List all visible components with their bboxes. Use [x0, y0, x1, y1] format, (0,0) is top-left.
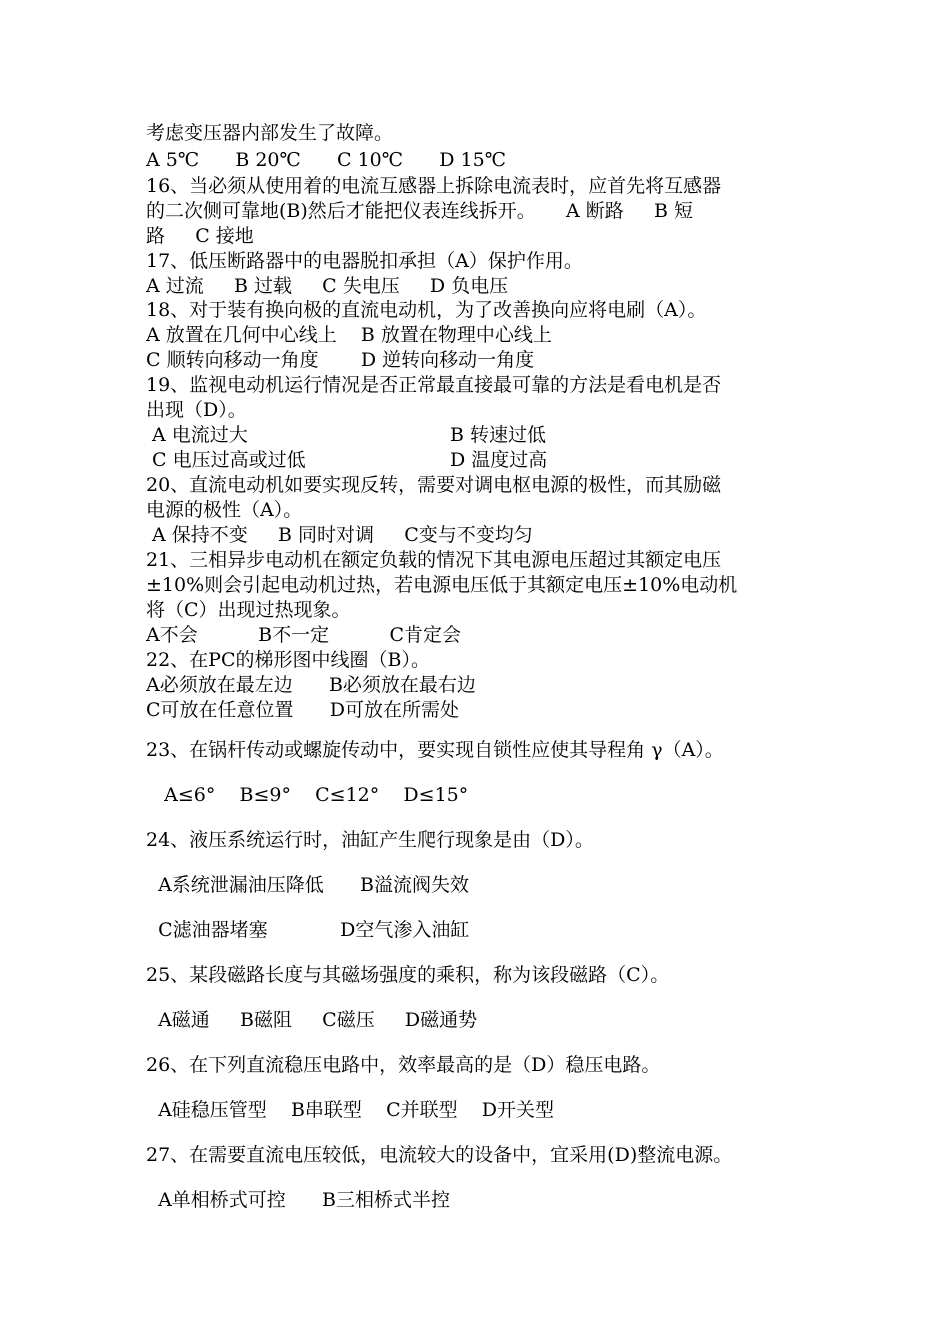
question-19: 19、监视电动机运行情况是否正常最直接最可靠的方法是看电机是否: [146, 374, 722, 396]
question-18: 18、对于装有换向极的直流电动机，为了改善换向应将电刷（A）。: [146, 299, 707, 321]
text-line: A 过流 B 过载 C 失电压 D 负电压: [146, 275, 509, 297]
text-line: 出现（D）。: [146, 399, 247, 421]
text-line: A不会 B不一定 C肯定会: [146, 624, 462, 646]
question-27: 27、在需要直流电压较低，电流较大的设备中，宜采用(D)整流电源。: [146, 1144, 733, 1166]
text-line: 的二次侧可靠地(B)然后才能把仪表连线拆开。 A 断路 B 短: [146, 200, 693, 222]
text-line: C滤油器堵塞 D空气渗入油缸: [146, 919, 470, 941]
text-line: C 电压过高或过低: [146, 449, 306, 471]
option-d: D 温度过高: [450, 449, 548, 471]
text-line: 将（C）出现过热现象。: [146, 599, 351, 621]
question-25: 25、某段磁路长度与其磁场强度的乘积，称为该段磁路（C）。: [146, 964, 670, 986]
text-line: A硅稳压管型 B串联型 C并联型 D开关型: [146, 1099, 555, 1121]
question-17: 17、低压断路器中的电器脱扣承担（A）保护作用。: [146, 250, 583, 272]
text-line: ±10%则会引起电动机过热，若电源电压低于其额定电压±10%电动机: [146, 574, 738, 596]
text-line: C 顺转向移动一角度 D 逆转向移动一角度: [146, 349, 535, 371]
question-20: 20、直流电动机如要实现反转，需要对调电枢电源的极性，而其励磁: [146, 474, 722, 496]
text-line: C可放在任意位置 D可放在所需处: [146, 699, 460, 721]
text-line: A单相桥式可控 B三相桥式半控: [146, 1189, 451, 1211]
question-16: 16、当必须从使用着的电流互感器上拆除电流表时，应首先将互感器: [146, 175, 722, 197]
text-line: A 电流过大: [146, 424, 248, 446]
text-line: A 5℃ B 20℃ C 10℃ D 15℃: [146, 149, 506, 171]
question-21: 21、三相异步电动机在额定负载的情况下其电源电压超过其额定电压: [146, 549, 722, 571]
question-23: 23、在锅杆传动或螺旋传动中，要实现自锁性应使其导程角 γ（A）。: [146, 739, 724, 761]
text-line: A系统泄漏油压降低 B溢流阀失效: [146, 874, 470, 896]
text-line: A 放置在几何中心线上 B 放置在物理中心线上: [146, 324, 552, 346]
text-line: A必须放在最左边 B必须放在最右边: [146, 674, 476, 696]
text-line: A 保持不变 B 同时对调 C变与不变均匀: [146, 524, 533, 546]
text-line: 考虑变压器内部发生了故障。: [146, 122, 394, 144]
option-b: B 转速过低: [450, 424, 547, 446]
text-line: A≤6° B≤9° C≤12° D≤15°: [146, 784, 469, 806]
question-24: 24、液压系统运行时，油缸产生爬行现象是由（D）。: [146, 829, 594, 851]
question-26: 26、在下列直流稳压电路中，效率最高的是（D）稳压电路。: [146, 1054, 661, 1076]
question-22: 22、在PC的梯形图中线圈（B）。: [146, 649, 430, 671]
text-line: 路 C 接地: [146, 225, 254, 247]
text-line: 电源的极性（A）。: [146, 499, 303, 521]
text-line: A磁通 B磁阻 C磁压 D磁通势: [146, 1009, 478, 1031]
